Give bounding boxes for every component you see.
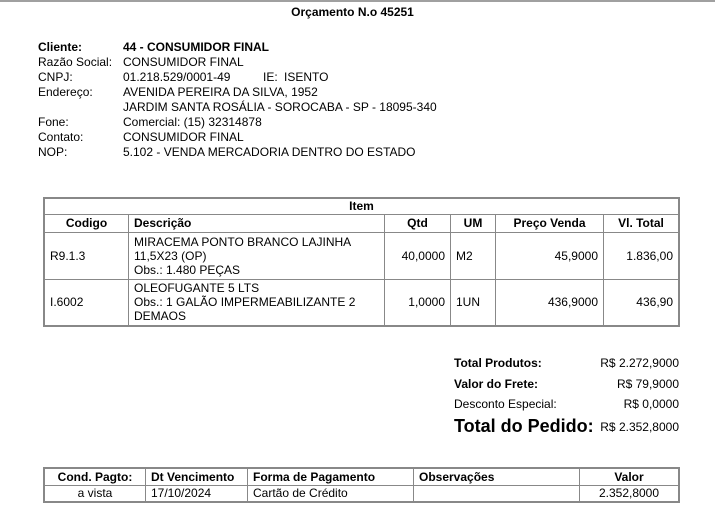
col-codigo: Codigo — [44, 214, 129, 232]
razao-label: Razão Social: — [38, 55, 113, 69]
desconto-value: R$ 0,0000 — [623, 397, 679, 411]
table-row — [44, 279, 679, 326]
item-um: 1UN — [451, 279, 496, 326]
col-valor: Valor — [580, 468, 680, 485]
items-table — [43, 197, 680, 327]
payment-table — [43, 467, 680, 503]
page-title: Orçamento N.o 45251 — [291, 5, 414, 19]
col-vencimento: Dt Vencimento — [146, 468, 248, 485]
pay-forma: Cartão de Crédito — [248, 485, 414, 502]
ie-value: ISENTO — [284, 70, 329, 84]
col-forma: Forma de Pagamento — [248, 468, 414, 485]
pay-valor: 2.352,8000 — [580, 485, 680, 502]
desc-line: 11,5X23 (OP) — [134, 248, 207, 263]
nop-value: 5.102 - VENDA MERCADORIA DENTRO DO ESTADO — [123, 145, 416, 159]
pay-cond: a vista — [44, 485, 146, 502]
item-descricao — [129, 232, 385, 279]
desc-line: Obs.: 1.480 PEÇAS — [134, 262, 241, 277]
table-row — [44, 232, 679, 279]
contato-label: Contato: — [38, 130, 84, 144]
total-pedido-label: Total do Pedido: — [454, 416, 594, 436]
col-cond: Cond. Pagto: — [44, 468, 146, 485]
pay-vencimento: 17/10/2024 — [146, 485, 248, 502]
desc-line: OLEOFUGANTE 5 LTS — [134, 281, 260, 296]
table-row — [44, 485, 679, 502]
pay-obs — [414, 485, 580, 502]
cliente-label: Cliente: — [38, 40, 83, 54]
item-codigo: I.6002 — [44, 279, 129, 326]
endereco-line2: JARDIM SANTA ROSÁLIA - SOROCABA - SP - 18095-340 — [123, 100, 437, 114]
fone-label: Fone: — [38, 115, 69, 129]
col-um: UM — [451, 214, 496, 232]
col-preco: Preço Venda — [496, 214, 604, 232]
total-produtos-value: R$ 2.272,9000 — [600, 356, 679, 370]
razao-value: CONSUMIDOR FINAL — [123, 55, 244, 69]
col-qtd: Qtd — [385, 214, 451, 232]
frete-label: Valor do Frete: — [454, 377, 539, 391]
desconto-label: Desconto Especial: — [454, 397, 557, 411]
item-preco: 45,9000 — [496, 232, 604, 279]
cnpj-value: 01.218.529/0001-49 — [123, 70, 231, 84]
total-pedido-value: R$ 2.352,8000 — [600, 420, 679, 434]
item-descricao — [129, 279, 385, 326]
endereco-label: Endereço: — [38, 85, 93, 99]
contato-value: CONSUMIDOR FINAL — [123, 130, 244, 144]
total-produtos-label: Total Produtos: — [454, 356, 542, 370]
col-descricao: Descrição — [129, 214, 385, 232]
fone-value: Comercial: (15) 32314878 — [123, 115, 262, 129]
item-um: M2 — [451, 232, 496, 279]
ie-label: IE: — [263, 70, 278, 84]
col-obs: Observações — [414, 468, 580, 485]
item-total: 1.836,00 — [604, 232, 680, 279]
frete-value: R$ 79,9000 — [616, 377, 679, 391]
desc-line: MIRACEMA PONTO BRANCO LAJINHA — [134, 234, 352, 249]
item-qtd: 1,0000 — [385, 279, 451, 326]
desc-line: Obs.: 1 GALÃO IMPERMEABILIZANTE 2 — [134, 295, 356, 310]
item-qtd: 40,0000 — [385, 232, 451, 279]
endereco-line1: AVENIDA PEREIRA DA SILVA, 1952 — [123, 85, 318, 99]
items-caption: Item — [44, 198, 679, 214]
item-total: 436,90 — [604, 279, 680, 326]
desc-line: DEMAOS — [134, 309, 187, 324]
cliente-value: 44 - CONSUMIDOR FINAL — [123, 40, 270, 54]
col-total: Vl. Total — [604, 214, 680, 232]
cnpj-label: CNPJ: — [38, 70, 73, 84]
nop-label: NOP: — [38, 145, 68, 159]
item-codigo: R9.1.3 — [44, 232, 129, 279]
item-preco: 436,9000 — [496, 279, 604, 326]
